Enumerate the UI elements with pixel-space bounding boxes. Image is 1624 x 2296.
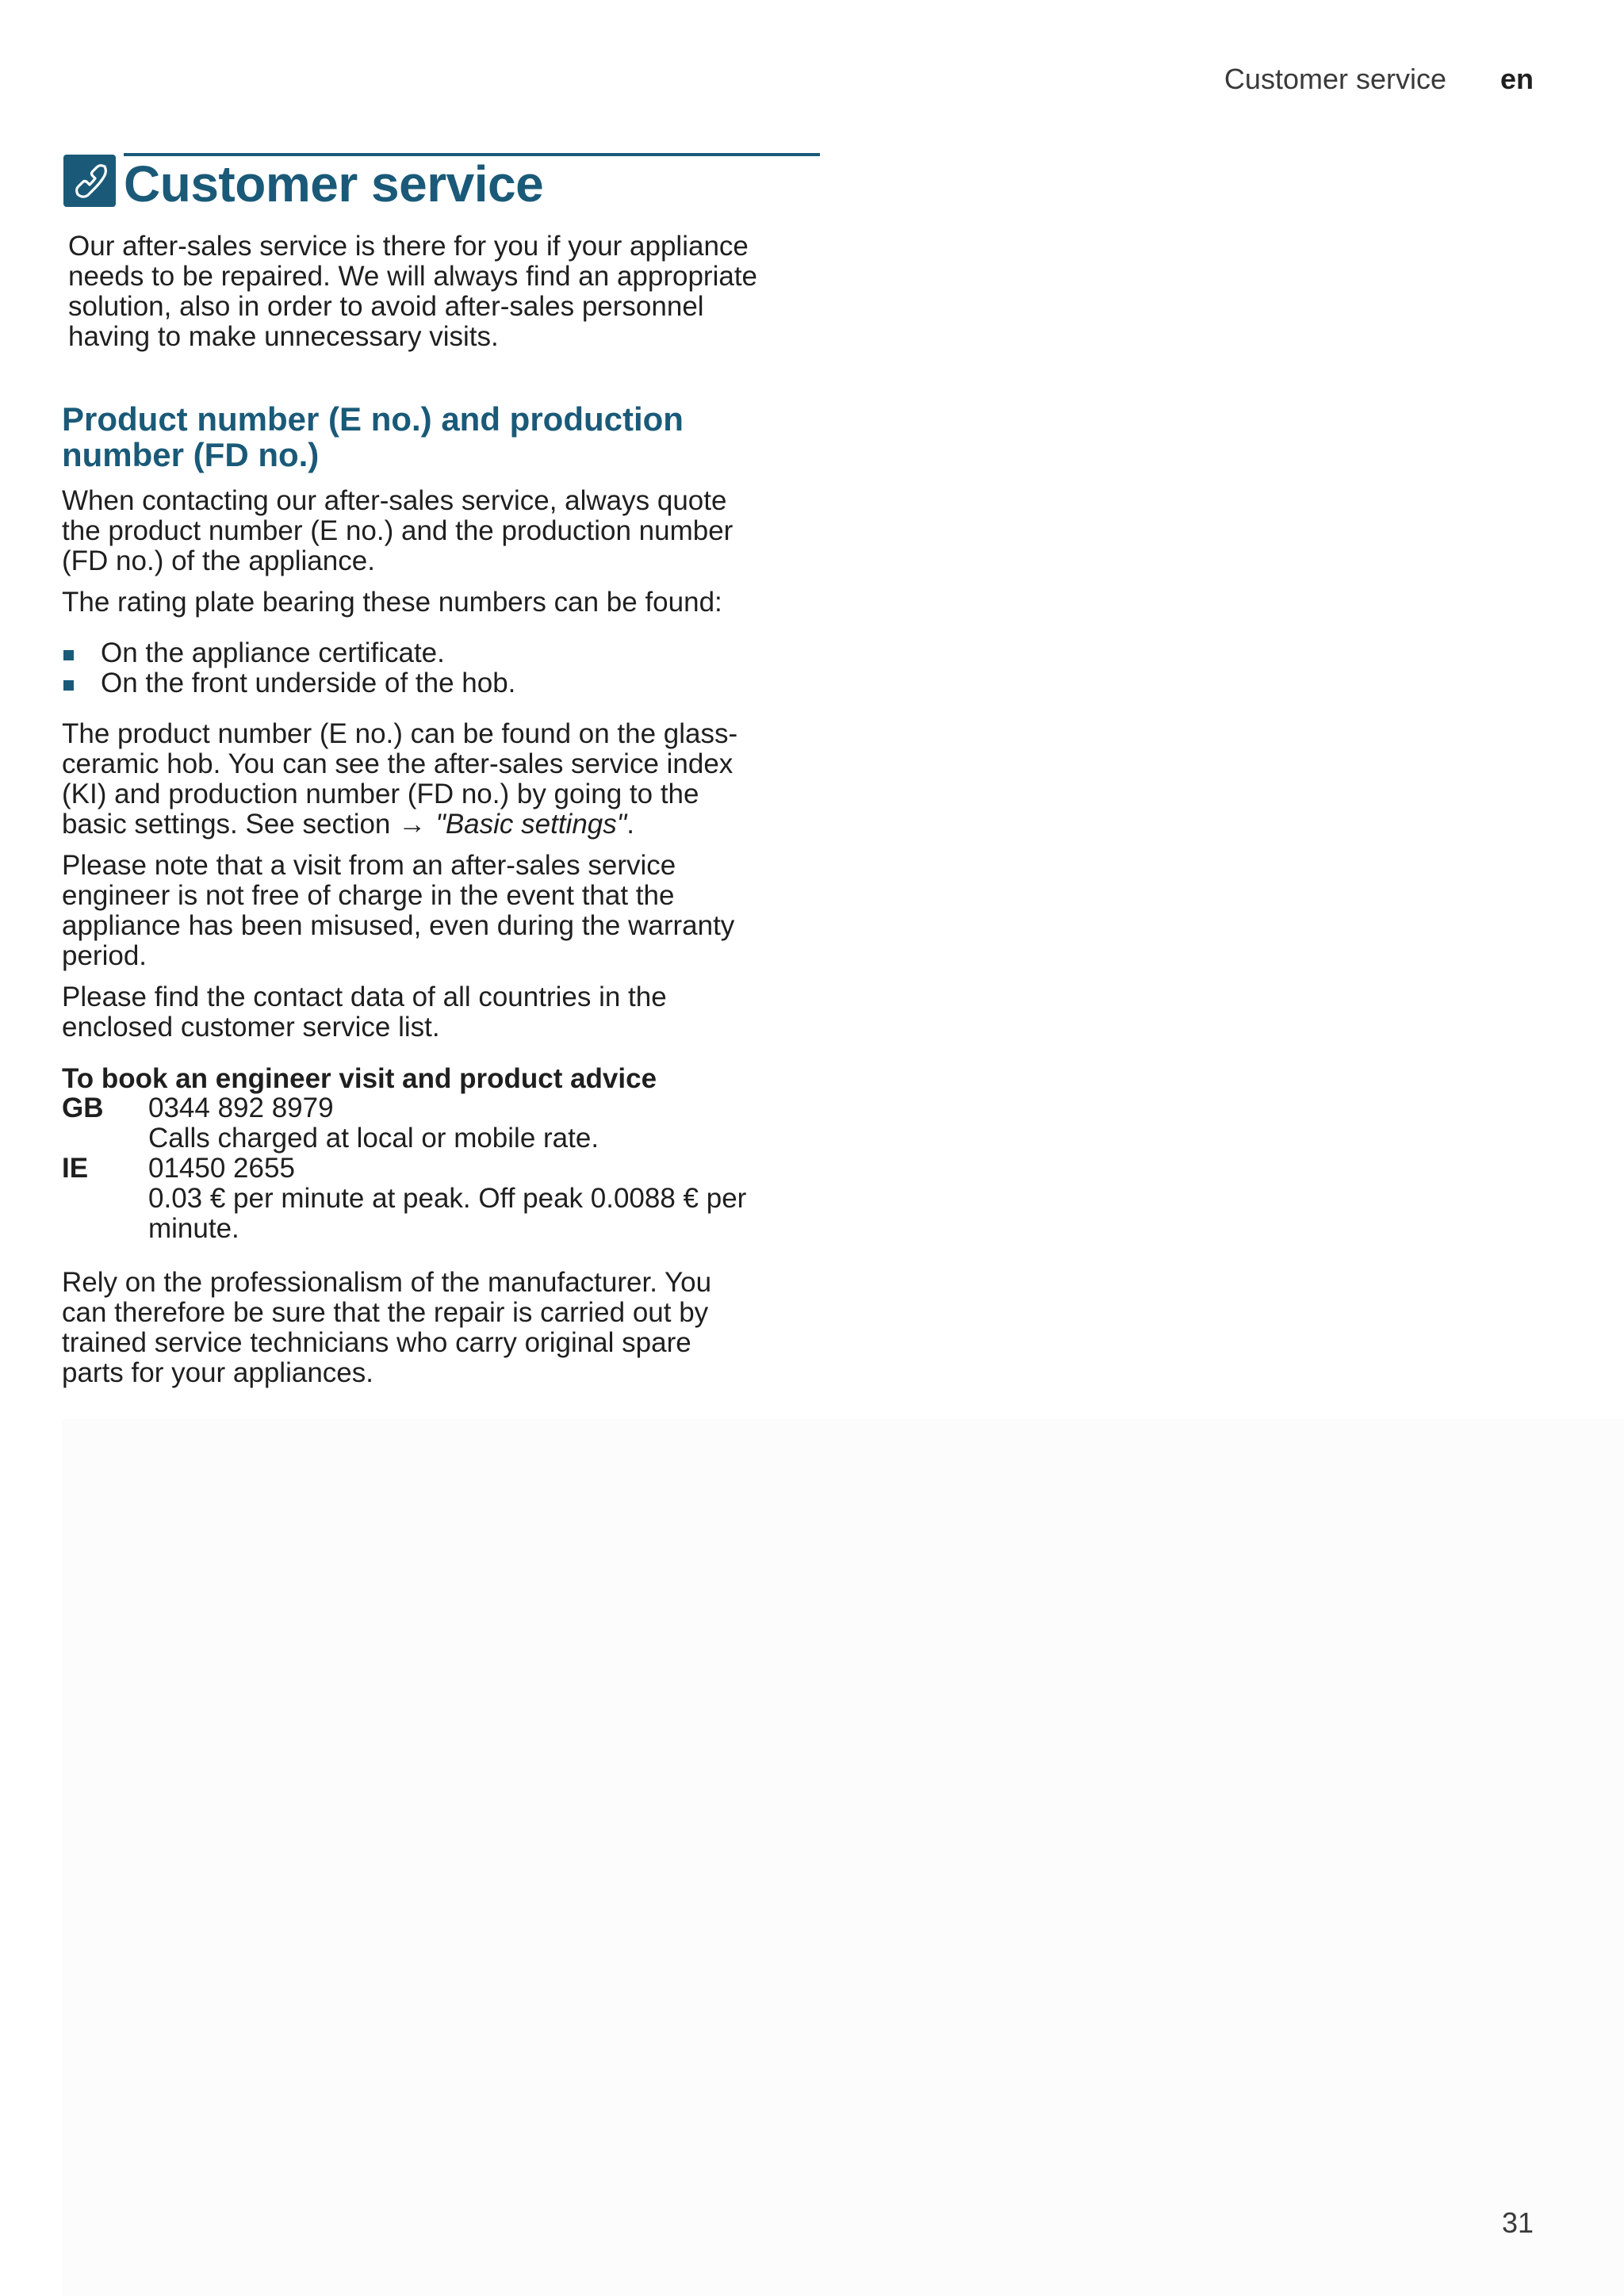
rate-note: 0.03 € per minute at peak. Off peak 0.0088 € per minute. — [148, 1183, 747, 1244]
contact-row-gb — [62, 1093, 760, 1154]
arrow-right-icon: → — [398, 809, 427, 840]
running-header-section: Customer service — [1224, 63, 1446, 95]
paragraph-3-text: The product number (E no.) can be found on the glass-ceramic hob. You can see the after-sales service index (KI) and production number (FD no.) by going to the basic settings. See section — [62, 718, 738, 840]
title-row — [62, 151, 760, 214]
list-item-text: On the front underside of the hob. — [101, 668, 516, 698]
rate-note: Calls charged at local or mobile rate. — [148, 1123, 599, 1154]
list-item — [62, 668, 760, 698]
product-number-heading-line1: Product number (E no.) and production — [62, 400, 684, 438]
rating-plate-locations — [62, 638, 760, 698]
page-number: 31 — [1501, 2206, 1534, 2239]
square-bullet-icon — [63, 680, 74, 691]
square-bullet-icon — [63, 650, 74, 660]
product-number-paragraph-3 — [62, 719, 760, 840]
main-content — [62, 151, 760, 1388]
closing-paragraph: Rely on the professionalism of the manufacturer. You can therefore be sure that the repair is carried out by trained service technicians who carry original spare parts for your appliances. — [62, 1267, 712, 1388]
phone-number: 0344 892 8979 — [148, 1093, 334, 1123]
country-code: IE — [62, 1153, 89, 1184]
product-number-paragraph-2: The rating plate bearing these numbers can be found: — [62, 587, 722, 618]
contact-heading: To book an engineer visit and product advice — [62, 1063, 657, 1094]
country-code: GB — [62, 1093, 104, 1123]
basic-settings-link[interactable]: "Basic settings" — [435, 809, 627, 840]
phone-icon — [63, 155, 116, 207]
page-title: Customer service — [124, 155, 544, 212]
paragraph-3-end: . — [626, 809, 634, 840]
product-number-heading — [62, 401, 760, 473]
running-header-language: en — [1500, 63, 1534, 95]
list-item-text: On the appliance certificate. — [101, 637, 445, 668]
product-number-heading-line2: number (FD no.) — [62, 436, 320, 473]
list-item — [62, 638, 760, 668]
page-background — [62, 1419, 1624, 2296]
contact-row-ie — [62, 1154, 760, 1244]
product-number-paragraph-4: Please note that a visit from an after-sales service engineer is not free of charge in the event that the appliance has been misused, even during the warranty period. — [62, 850, 735, 971]
product-number-paragraph-5: Please find the contact data of all countries in the enclosed customer service list. — [62, 982, 667, 1043]
product-number-paragraph-1: When contacting our after-sales service, always quote the product number (E no.) and the production number (FD no.) of the appliance. — [62, 485, 733, 576]
intro-paragraph: Our after-sales service is there for you if your appliance needs to be repaired. We will always find an appropriate solution, also in order to avoid after-sales personnel having to make unnecessary visits. — [68, 231, 758, 352]
phone-number: 01450 2655 — [148, 1153, 295, 1184]
